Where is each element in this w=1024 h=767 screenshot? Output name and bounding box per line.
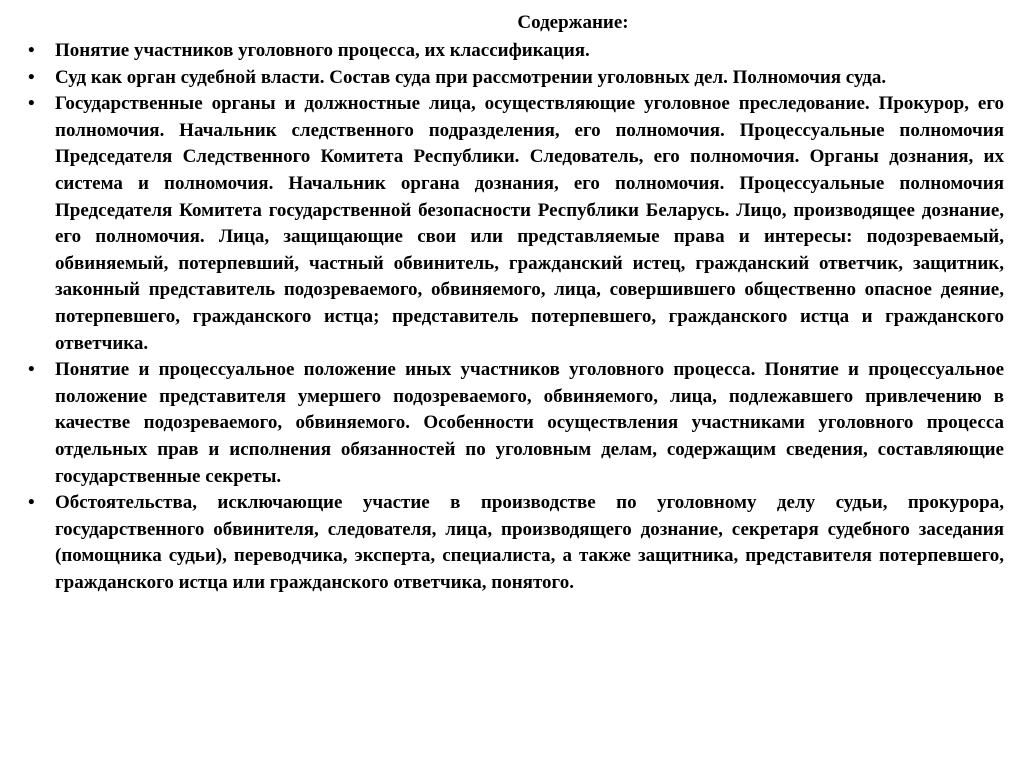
- list-item-text: Обстоятельства, исключающие участие в производстве по уголовному делу судьи, прокурора, государственного обвинителя, следователя, лица, производящего дознание, секретаря судебного заседания (помощника судьи), переводчика, эксперта, специалиста, а также защитника, представителя потерпевшего, гражданского истца или гражданского ответчика, понятого.: [55, 492, 1004, 593]
- list-item: [22, 65, 1004, 92]
- list-item-text: Суд как орган судебной власти. Состав суда при рассмотрении уголовных дел. Полномочия суда.: [55, 66, 887, 88]
- contents-list: [22, 38, 1004, 596]
- list-item: [22, 357, 1004, 490]
- bullet-icon: •: [28, 93, 35, 115]
- page-title: Содержание:: [517, 12, 629, 33]
- list-item-text: Понятие участников уголовного процесса, их классификация.: [55, 40, 590, 61]
- list-item: [22, 91, 1004, 357]
- bullet-icon: •: [28, 66, 35, 88]
- bullet-icon: •: [28, 40, 35, 61]
- list-item: [22, 38, 1004, 65]
- list-item-text: Государственные органы и должностные лица, осуществляющие уголовное преследование. Прокурор, его полномочия. Начальник следственного подразделения, его полномочия. Процессуальные полномочия Председателя Следственного Комитета Республики. Следователь, его полномочия. Органы дознания, их система и полномочия. Начальник органа дознания, его полномочия. Процессуальные полномочия Председателя Комитета государственной безопасности Республики Беларусь. Лицо, производящее дознание, его полномочия. Лица, защищающие свои или представляемые права и интересы: подозреваемый, обвиняемый, потерпевший, частный обвинитель, гражданский истец, гражданский ответчик, защитник, законный представитель подозреваемого, обвиняемого, лица, совершившего общественно опасное деяние, потерпевшего, гражданского истца; представитель потерпевшего, гражданского истца и гражданского ответчика.: [55, 93, 1004, 354]
- list-item-text: Понятие и процессуальное положение иных участников уголовного процесса. Понятие и процессуальное положение представителя умершего подозреваемого, обвиняемого, лица, подлежавшего привлечению в качестве подозреваемого, обвиняемого. Особенности осуществления участниками уголовного процесса отдельных прав и исполнения обязанностей по уголовным делам, содержащим сведения, составляющие государственные секреты.: [55, 359, 1004, 487]
- list-item: [22, 490, 1004, 596]
- bullet-icon: •: [28, 359, 35, 381]
- bullet-icon: •: [28, 492, 35, 514]
